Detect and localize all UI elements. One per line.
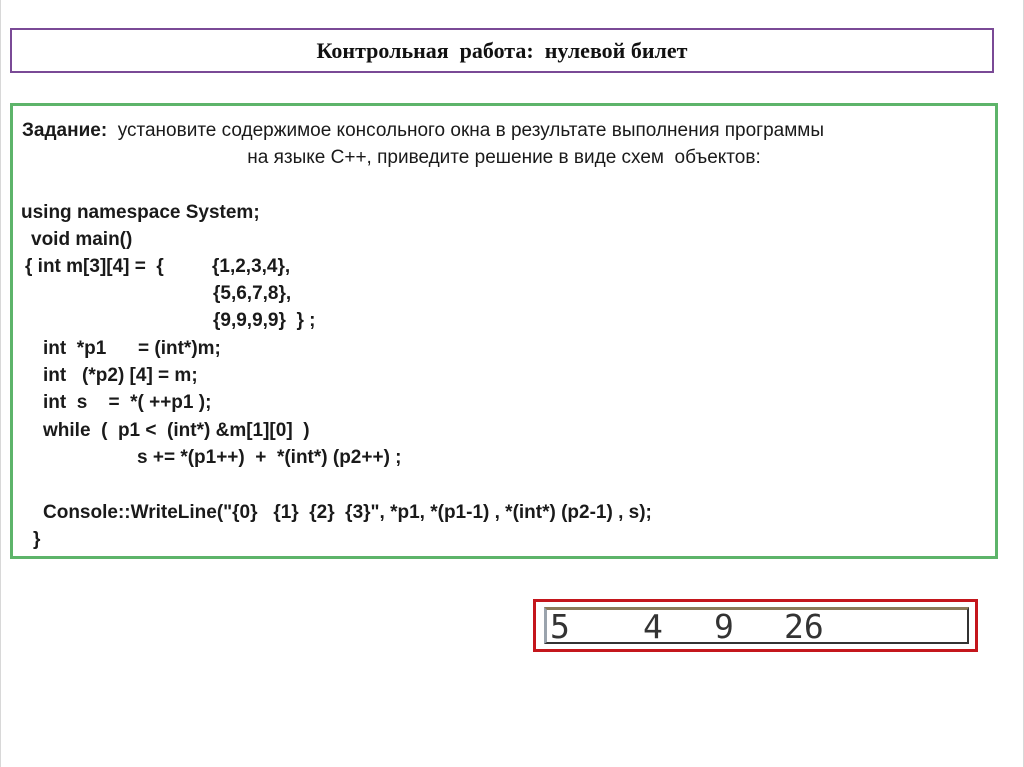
code-line: int *p1 = (int*)m;	[43, 338, 221, 359]
code-line: {1,2,3,4},	[212, 256, 291, 277]
code-line: s += *(p1++) + *(int*) (p2++) ;	[137, 447, 402, 468]
task-text-1: установите содержимое консольного окна в результате выполнения программы	[107, 120, 825, 141]
code-line: int s = *( ++p1 );	[43, 392, 212, 413]
task-box	[10, 103, 998, 559]
title-box	[10, 28, 994, 73]
console-value: 5	[550, 607, 570, 646]
code-line: int (*p2) [4] = m;	[43, 365, 198, 386]
console-value: 9	[714, 607, 734, 646]
code-line: {9,9,9,9} } ;	[213, 310, 316, 331]
task-line-2: на языке С++, приведите решение в виде схем объектов:	[247, 147, 761, 168]
console-value: 4	[643, 607, 663, 646]
code-line: void main()	[31, 229, 133, 250]
slide-left-edge	[0, 0, 1, 767]
code-line: Console::WriteLine("{0} {1} {2} {3}", *p1, *(p1-1) , *(int*) (p2-1) , s);	[43, 502, 652, 523]
slide-title: Контрольная работа: нулевой билет	[316, 37, 688, 63]
code-line: { int m[3][4] = {	[25, 256, 164, 277]
code-line: using namespace System;	[21, 202, 260, 223]
task-line-1	[22, 120, 824, 142]
console-value: 26	[784, 607, 824, 646]
task-label: Задание:	[22, 120, 108, 141]
console-answer-box	[533, 599, 978, 652]
code-line: while ( p1 < (int*) &m[1][0] )	[43, 420, 310, 441]
code-line: {5,6,7,8},	[213, 283, 292, 304]
console-window	[544, 607, 969, 644]
code-line: }	[33, 529, 41, 550]
